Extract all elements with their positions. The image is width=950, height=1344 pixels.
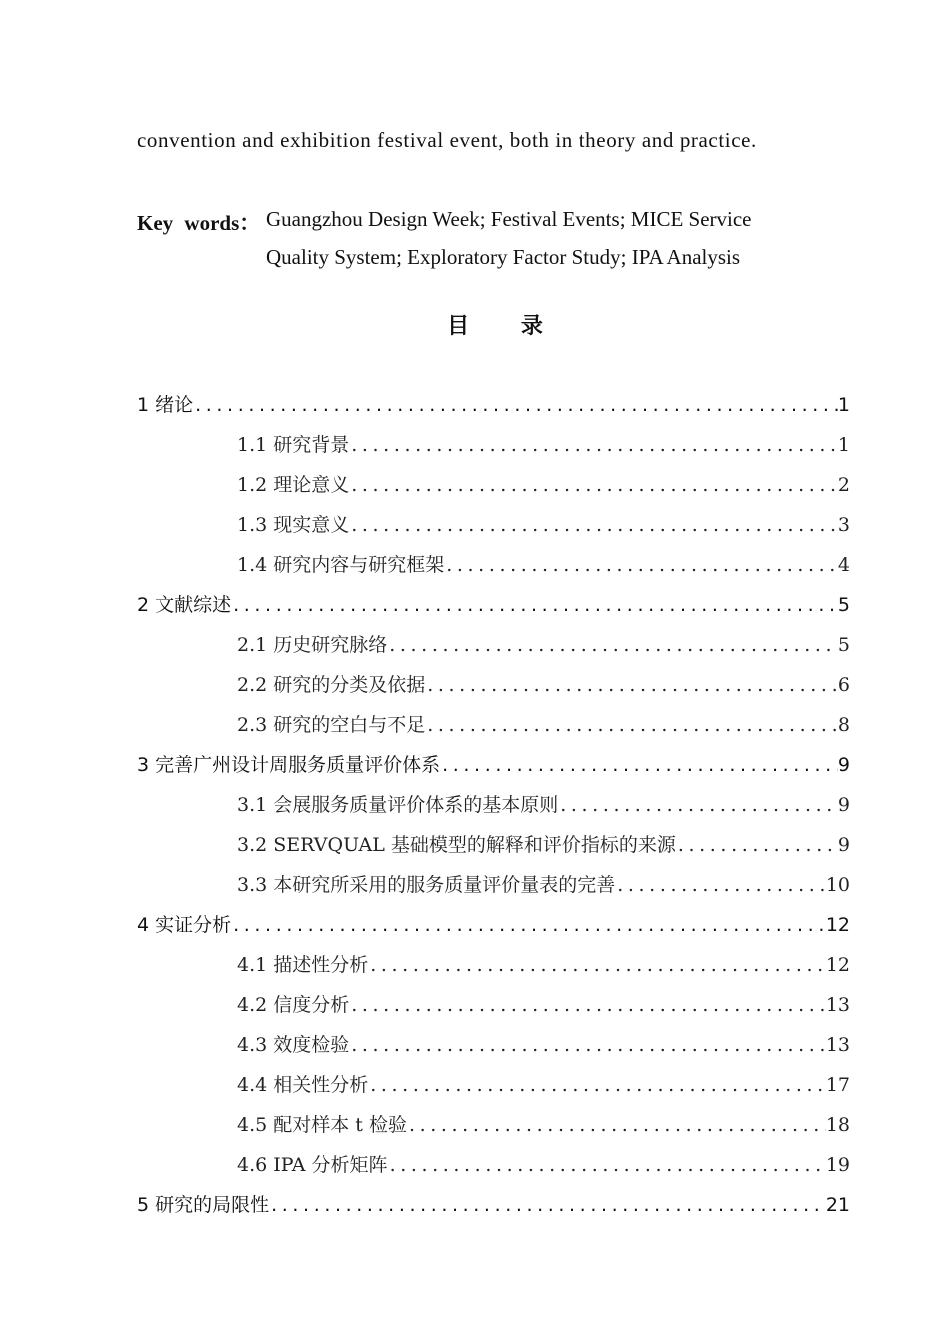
toc-dot-leader xyxy=(349,1034,826,1056)
toc-entry-3-3[interactable] xyxy=(237,870,850,898)
toc-dot-leader xyxy=(368,954,826,976)
toc-title xyxy=(0,309,950,340)
toc-entry-2-3[interactable] xyxy=(237,710,850,738)
toc-entry-3[interactable] xyxy=(137,750,850,778)
toc-entry-label: 5 研究的局限性 xyxy=(137,1194,270,1216)
toc-entry-label: 2 文献综述 xyxy=(137,594,232,616)
toc-entry-label: 4.2 信度分析 xyxy=(237,994,350,1016)
toc-dot-leader xyxy=(193,394,838,416)
toc-entry-page: 5 xyxy=(837,634,850,656)
toc-entry-label: 1.4 研究内容与研究框架 xyxy=(237,554,445,576)
toc-entry-label: 3.1 会展服务质量评价体系的基本原则 xyxy=(237,794,559,816)
toc-entry-label: 3 完善广州设计周服务质量评价体系 xyxy=(137,754,441,776)
toc-entry-label: 1.3 现实意义 xyxy=(237,514,350,536)
toc-dot-leader xyxy=(269,1194,826,1216)
toc-entry-4-4[interactable] xyxy=(237,1070,850,1098)
toc-entry-page: 13 xyxy=(825,994,850,1016)
toc-entry-page: 4 xyxy=(837,554,850,576)
toc-entry-1-1[interactable] xyxy=(237,430,850,458)
toc-entry-label: 3.2 SERVQUAL 基础模型的解释和评价指标的来源 xyxy=(237,834,676,856)
toc-dot-leader xyxy=(444,554,838,576)
toc-entry-3-2[interactable] xyxy=(237,830,850,858)
toc-entry-label: 2.2 研究的分类及依据 xyxy=(237,674,426,696)
toc-entry-label: 4.3 效度检验 xyxy=(237,1034,350,1056)
toc-dot-leader xyxy=(368,1074,826,1096)
toc-dot-leader xyxy=(407,1114,826,1136)
toc-dot-leader xyxy=(676,834,838,856)
toc-dot-leader xyxy=(349,514,838,536)
keywords-label: Key words： xyxy=(137,211,261,235)
toc-dot-leader xyxy=(440,754,838,776)
toc-entry-3-1[interactable] xyxy=(237,790,850,818)
toc-dot-leader xyxy=(615,874,826,896)
toc-entry-4-1[interactable] xyxy=(237,950,850,978)
toc-dot-leader xyxy=(388,1154,826,1176)
toc-title-char-1: 目 xyxy=(447,314,470,339)
toc-entry-label: 4.4 相关性分析 xyxy=(237,1074,369,1096)
toc-entry-page: 9 xyxy=(837,834,850,856)
toc-entry-page: 21 xyxy=(825,1194,850,1216)
toc-dot-leader xyxy=(425,714,838,736)
toc-entry-1-3[interactable] xyxy=(237,510,850,538)
toc-entry-label: 3.3 本研究所采用的服务质量评价量表的完善 xyxy=(237,874,616,896)
toc-entry-page: 9 xyxy=(837,794,850,816)
toc-entry-page: 12 xyxy=(825,914,850,936)
toc-entry-page: 5 xyxy=(837,594,850,616)
toc-dot-leader xyxy=(349,434,838,456)
toc-entry-4-5[interactable] xyxy=(237,1110,850,1138)
toc-dot-leader xyxy=(349,474,838,496)
toc-entry-label: 1 绪论 xyxy=(137,394,194,416)
toc-entry-2-1[interactable] xyxy=(237,630,850,658)
toc-title-char-2: 录 xyxy=(520,314,543,339)
toc-entry-page: 9 xyxy=(837,754,850,776)
toc-entry-5[interactable] xyxy=(137,1190,850,1218)
keywords-line-1: Guangzhou Design Week; Festival Events; MICE Service xyxy=(266,207,752,231)
toc-entry-label: 4.6 IPA 分析矩阵 xyxy=(237,1154,388,1176)
toc-entry-label: 2.1 历史研究脉络 xyxy=(237,634,388,656)
abstract-last-line: convention and exhibition festival event, both in theory and practice. xyxy=(137,128,757,152)
toc-entry-page: 6 xyxy=(837,674,850,696)
toc-dot-leader xyxy=(231,594,838,616)
toc-entry-2[interactable] xyxy=(137,590,850,618)
keywords-line-2: Quality System; Exploratory Factor Study; IPA Analysis xyxy=(266,245,741,269)
toc-entry-page: 2 xyxy=(837,474,850,496)
toc-dot-leader xyxy=(387,634,838,656)
toc-entry-4[interactable] xyxy=(137,910,850,938)
toc-dot-leader xyxy=(349,994,826,1016)
toc-entry-page: 1 xyxy=(837,394,850,416)
toc-entry-1[interactable] xyxy=(137,390,850,418)
toc-entry-4-3[interactable] xyxy=(237,1030,850,1058)
toc-entry-label: 2.3 研究的空白与不足 xyxy=(237,714,426,736)
toc-entry-page: 3 xyxy=(837,514,850,536)
toc-dot-leader xyxy=(231,914,826,936)
toc-entry-label: 4 实证分析 xyxy=(137,914,232,936)
toc-entry-label: 4.1 描述性分析 xyxy=(237,954,369,976)
toc-entry-page: 19 xyxy=(825,1154,850,1176)
toc-entry-page: 1 xyxy=(837,434,850,456)
toc-entry-4-6[interactable] xyxy=(237,1150,850,1178)
toc-entry-label: 4.5 配对样本 t 检验 xyxy=(237,1114,407,1136)
toc-entry-2-2[interactable] xyxy=(237,670,850,698)
toc-entry-label: 1.2 理论意义 xyxy=(237,474,350,496)
toc-dot-leader xyxy=(425,674,838,696)
toc-dot-leader xyxy=(558,794,838,816)
toc-entry-page: 12 xyxy=(825,954,850,976)
toc-entry-1-2[interactable] xyxy=(237,470,850,498)
toc-entry-page: 18 xyxy=(825,1114,850,1136)
toc-entry-page: 17 xyxy=(825,1074,850,1096)
toc-entry-page: 13 xyxy=(825,1034,850,1056)
toc-entry-1-4[interactable] xyxy=(237,550,850,578)
toc-entry-4-2[interactable] xyxy=(237,990,850,1018)
toc-entry-label: 1.1 研究背景 xyxy=(237,434,350,456)
toc-entry-page: 10 xyxy=(825,874,850,896)
toc-entry-page: 8 xyxy=(837,714,850,736)
